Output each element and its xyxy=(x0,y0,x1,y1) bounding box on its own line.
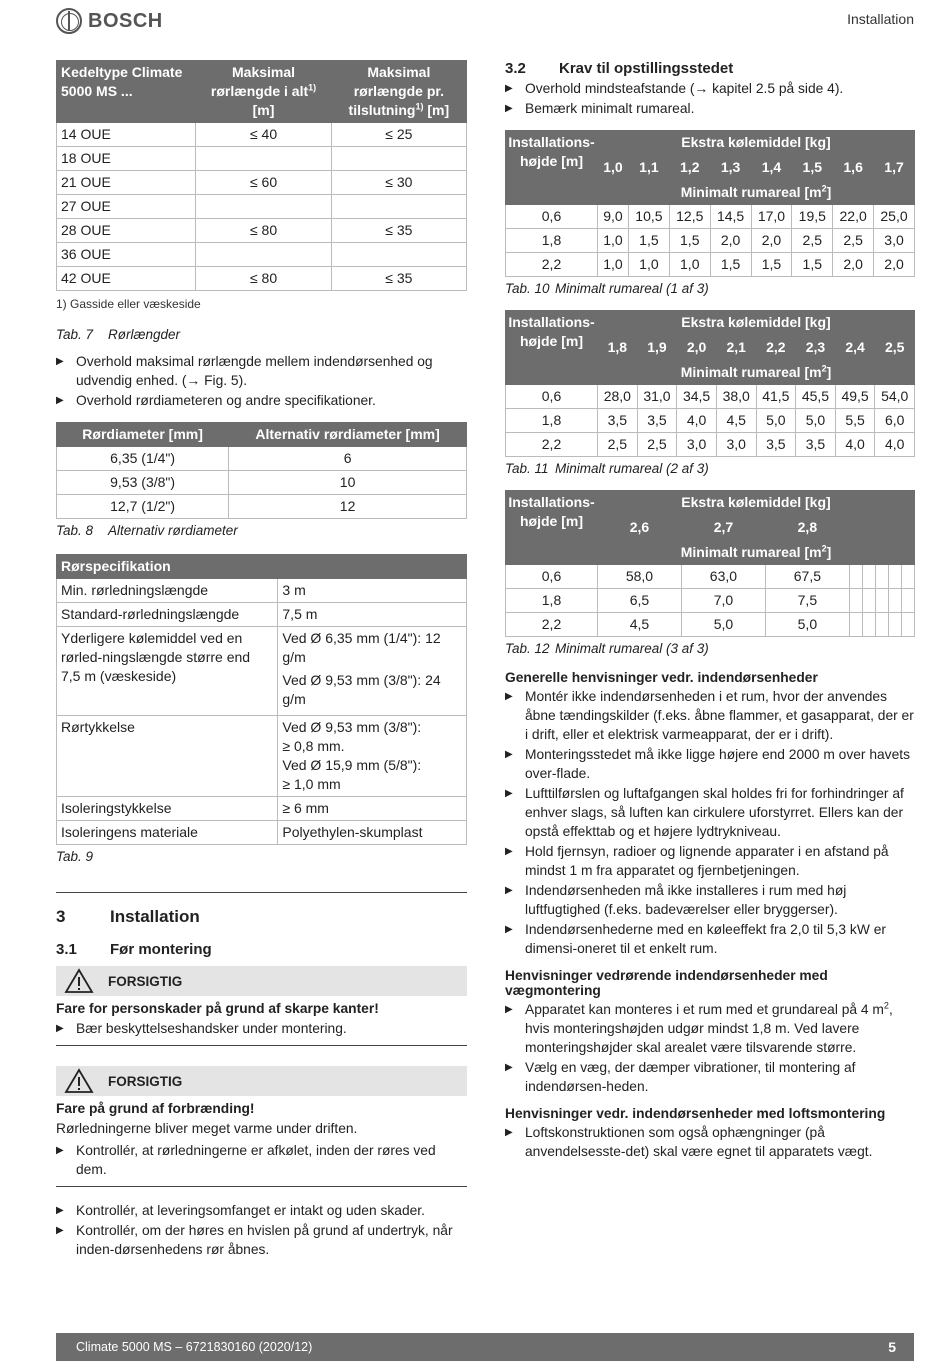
table-cell: 28,0 xyxy=(598,385,638,409)
table-cell: 10 xyxy=(229,471,467,495)
table-cell: 1,5 xyxy=(792,253,833,277)
table-cell xyxy=(901,589,914,613)
section-3-1-heading xyxy=(56,941,467,958)
warning-label: FORSIGTIG xyxy=(108,1073,183,1089)
table-cell: 14 OUE xyxy=(57,123,196,147)
table-cell: 21 OUE xyxy=(57,171,196,195)
table-cell: 3,0 xyxy=(677,433,717,457)
brand-name: BOSCH xyxy=(88,9,163,32)
table-cell xyxy=(196,243,331,267)
list-item: ▶ Kontrollér, at rørledningerne er afkølet, inden der røres ved dem. xyxy=(56,1141,467,1179)
warning-box-2 xyxy=(56,1066,467,1096)
list-item: ▶ Bemærk minimalt rumareal. xyxy=(505,99,915,118)
table-cell: 63,0 xyxy=(681,565,765,589)
table-cell: 1,8 xyxy=(506,589,598,613)
table-row xyxy=(506,613,915,637)
list-item: ▶ Monteringsstedet må ikke ligge højere end 2000 m over havets over-flade. xyxy=(505,745,915,783)
table-row xyxy=(57,716,467,797)
table-cell: 1,8 xyxy=(506,229,598,253)
section-3-2-heading xyxy=(505,60,915,77)
section-divider xyxy=(56,892,467,893)
left-column xyxy=(56,60,467,1260)
table-cell: ≤ 60 xyxy=(196,171,331,195)
wall-item-sup: 2 xyxy=(883,1000,889,1011)
table-cell: 3,5 xyxy=(756,433,796,457)
warning-label: FORSIGTIG xyxy=(108,973,183,989)
general-heading: Generelle henvisninger vedr. indendørsenheder xyxy=(505,670,818,685)
table-cell: Yderligere kølemiddel ved en rørled-ningslængde større end 7,5 m (væskeside) xyxy=(57,627,278,716)
caption-text: Minimalt rumareal (2 af 3) xyxy=(555,461,709,476)
list-item xyxy=(505,1000,915,1057)
row-label-header: Installations-højde [m] xyxy=(506,311,598,385)
warning-box-1 xyxy=(56,966,467,996)
tab8-alt-diameter xyxy=(56,422,467,519)
list-item: ▶ Lufttilførslen og luftafgangen skal holdes fri for forhindringer af enhver slags, så luften kan cirkulere uforstyrret. Ellers kan der opstå effekttab og et højere lydtrykniveau. xyxy=(505,784,915,841)
list-item: ▶ Indendørsenheden må ikke installeres i rum med høj luftfugtighed (f.eks. badeværelser eller bryggerser). xyxy=(505,881,915,919)
table-cell xyxy=(278,627,467,716)
table-cell xyxy=(875,613,888,637)
table-cell: 9,0 xyxy=(598,205,629,229)
table-cell: 12 xyxy=(229,495,467,519)
page-header xyxy=(56,6,914,36)
tab9-caption xyxy=(56,849,467,864)
table-cell: 2,2 xyxy=(506,433,598,457)
table-cell: 4,5 xyxy=(716,409,756,433)
table-cell: 6,35 (1/4") xyxy=(57,447,229,471)
section-header-title: Installation xyxy=(847,11,914,27)
table-cell xyxy=(862,565,875,589)
table-cell: ≤ 30 xyxy=(331,171,466,195)
tab8-header-alt: Alternativ rørdiameter [mm] xyxy=(229,423,467,447)
table-cell: 1,0 xyxy=(669,253,710,277)
col-header: 1,3 xyxy=(710,155,751,181)
table-cell: 45,5 xyxy=(796,385,836,409)
tab7-pipe-lengths xyxy=(56,60,467,291)
caption-number: Tab. 10 xyxy=(505,281,550,296)
table-row xyxy=(57,821,467,845)
col-header: 2,0 xyxy=(677,335,717,361)
room-table-caption-1 xyxy=(505,281,915,296)
table-cell: 2,2 xyxy=(506,613,598,637)
table-cell: ≤ 35 xyxy=(331,219,466,243)
col-header: 1,5 xyxy=(792,155,833,181)
section-number: 3 xyxy=(56,907,66,926)
list-item: ▶ Hold fjernsyn, radioer og lignende apparater i en afstand på mindst 1 m fra apparatet og fjernbetjeningen. xyxy=(505,842,915,880)
sub-header-close: ] xyxy=(826,364,832,380)
list-item: ▶ Kontrollér, om der høres en hvislen på grund af undertryk, når inden-dørsenhedens rør åbnes. xyxy=(56,1221,467,1259)
table-cell: 1,5 xyxy=(669,229,710,253)
table-cell: 2,0 xyxy=(874,253,915,277)
table-cell: 42 OUE xyxy=(57,267,196,291)
section-3-heading xyxy=(56,907,467,927)
col-header: 1,8 xyxy=(598,335,638,361)
list-item: ▶ Vælg en væg, der dæmper vibrationer, til montering af indendørsen-heden. xyxy=(505,1058,915,1096)
tab7-header-total-text: Maksimal rørlængde i alt xyxy=(210,64,309,99)
caption-number: Tab. 12 xyxy=(505,641,550,656)
caption-text: Rørlængder xyxy=(108,327,181,342)
table-row xyxy=(506,433,915,457)
tab7-sup: 1) xyxy=(308,82,317,93)
col-header xyxy=(875,515,888,541)
table-cell: ≤ 40 xyxy=(196,123,331,147)
table-row xyxy=(57,267,467,291)
wall-heading: Henvisninger vedrørende indendørsenheder med vægmontering xyxy=(505,968,828,998)
col-header xyxy=(862,515,875,541)
table-cell xyxy=(862,589,875,613)
section-title: Installation xyxy=(110,907,200,926)
top-header: Ekstra kølemiddel [kg] xyxy=(598,131,915,155)
table-cell: 67,5 xyxy=(765,565,849,589)
site-requirements-list xyxy=(505,79,915,118)
warning-triangle-icon xyxy=(64,968,94,994)
list-item: ▶ Overhold mindsteafstande (→ kapitel 2.5 på side 4). xyxy=(505,79,915,98)
table-cell: 17,0 xyxy=(751,205,792,229)
wall-item-text: Apparatet kan monteres i et rum med et grundareal på 4 m xyxy=(525,1002,884,1017)
table-cell: Polyethylen-skumplast xyxy=(278,821,467,845)
table-cell: 4,0 xyxy=(875,433,915,457)
table-row xyxy=(57,219,467,243)
table-cell: 2,5 xyxy=(637,433,677,457)
table-cell: 1,5 xyxy=(710,253,751,277)
tab8-caption xyxy=(56,523,467,538)
sub-header-close: ] xyxy=(826,544,832,560)
section-number: 3.2 xyxy=(505,60,526,77)
col-header: 1,6 xyxy=(833,155,874,181)
cell-line: Ved Ø 9,53 mm (3/8"): 24 g/m xyxy=(282,672,441,707)
table-cell xyxy=(901,565,914,589)
row-label-header: Installations-højde [m] xyxy=(506,131,598,205)
col-header xyxy=(849,515,862,541)
table-cell xyxy=(888,613,901,637)
table-cell xyxy=(331,243,466,267)
room-area-table-3 xyxy=(505,490,915,637)
table-cell: 22,0 xyxy=(833,205,874,229)
col-header: 2,4 xyxy=(835,335,875,361)
table-row xyxy=(57,797,467,821)
table-cell xyxy=(875,589,888,613)
list-item: ▶ Bær beskyttelseshandsker under montering. xyxy=(56,1019,467,1038)
caption-text: Minimalt rumareal (3 af 3) xyxy=(555,641,709,656)
top-header: Ekstra kølemiddel [kg] xyxy=(598,491,915,515)
col-header: 2,8 xyxy=(765,515,849,541)
table-cell: Standard-rørledningslængde xyxy=(57,603,278,627)
table-cell: 5,5 xyxy=(835,409,875,433)
table-cell: 3,5 xyxy=(637,409,677,433)
tab7-header-per xyxy=(331,61,466,123)
right-column xyxy=(505,60,915,1162)
table-cell xyxy=(331,195,466,219)
table-cell xyxy=(196,147,331,171)
section-title: Krav til opstillingsstedet xyxy=(559,60,734,77)
table-row xyxy=(57,627,467,716)
col-header: 1,0 xyxy=(598,155,629,181)
room-table-caption-2 xyxy=(505,461,915,476)
table-cell: 5,0 xyxy=(756,409,796,433)
table-row xyxy=(57,195,467,219)
caption-number: Tab. 8 xyxy=(56,523,94,538)
cell-line: ≥ 1,0 mm xyxy=(282,776,341,792)
table-cell: 7,0 xyxy=(681,589,765,613)
table-cell: 2,5 xyxy=(792,229,833,253)
bosch-logo xyxy=(56,8,163,34)
general-list xyxy=(505,687,915,958)
room-area-table-2 xyxy=(505,310,915,457)
list-item: ▶ Indendørsenhederne med en køleeffekt fra 2,0 til 5,3 kW er dimensi-oneret til et enkelt rum. xyxy=(505,920,915,958)
table-cell: 5,0 xyxy=(796,409,836,433)
sub-header-sup: 2 xyxy=(821,363,827,374)
table-cell: 0,6 xyxy=(506,205,598,229)
sub-header-text: Minimalt rumareal [m xyxy=(680,364,822,380)
col-header: 1,2 xyxy=(669,155,710,181)
caption-number: Tab. 7 xyxy=(56,327,94,342)
warning-1-content xyxy=(56,1001,467,1046)
table-cell: 3,5 xyxy=(796,433,836,457)
table-cell xyxy=(901,613,914,637)
table-cell xyxy=(862,613,875,637)
tab7-footnote: 1) Gasside eller væskeside xyxy=(56,297,201,311)
tab9-pipe-spec xyxy=(56,554,467,845)
table-cell: 36 OUE xyxy=(57,243,196,267)
list-item: ▶ Montér ikke indendørsenheden i et rum, hvor der anvendes åbne tændingskilder (f.eks. åbne flammer, et gasapparat, der er i drift, eller et elektrisk varmeapparat, der er i drift). xyxy=(505,687,915,744)
wall-item-text: , hvis monteringshøjden udgør mindst 1,8 m. Ved lavere monteringshøjder skal arealet være tilsvarende større. xyxy=(525,1002,893,1055)
table-cell: 18 OUE xyxy=(57,147,196,171)
table-cell: 4,0 xyxy=(677,409,717,433)
sub-header xyxy=(598,361,915,385)
tab7-sup: 1) xyxy=(415,101,424,112)
ceiling-heading: Henvisninger vedr. indendørsenheder med loftsmontering xyxy=(505,1106,886,1121)
page-footer xyxy=(56,1333,914,1361)
table-cell xyxy=(888,565,901,589)
tab9-header: Rørspecifikation xyxy=(57,555,467,579)
table-cell: 2,2 xyxy=(506,253,598,277)
table-cell xyxy=(888,589,901,613)
cell-line: Ved Ø 9,53 mm (3/8"): xyxy=(282,719,422,735)
col-header xyxy=(901,515,914,541)
table-cell: 1,8 xyxy=(506,409,598,433)
table-cell: 4,0 xyxy=(835,433,875,457)
table-cell xyxy=(849,589,862,613)
list-item: ▶ Loftskonstruktionen som også ophængninger (på anvendelsesste-det) skal være egnet til apparatets vægt. xyxy=(505,1123,915,1161)
table-row xyxy=(506,253,915,277)
ceiling-list xyxy=(505,1123,915,1161)
table-row xyxy=(57,123,467,147)
col-header: 1,1 xyxy=(628,155,669,181)
col-header xyxy=(888,515,901,541)
table-cell: Rørtykkelse xyxy=(57,716,278,797)
col-header: 1,4 xyxy=(751,155,792,181)
warning-2-content xyxy=(56,1101,467,1187)
sub-header-sup: 2 xyxy=(821,543,827,554)
section-title: Før montering xyxy=(110,941,212,958)
table-row xyxy=(506,409,915,433)
table-row xyxy=(57,471,467,495)
table-cell: 12,5 xyxy=(669,205,710,229)
table-cell: 4,5 xyxy=(598,613,682,637)
table-cell: 14,5 xyxy=(710,205,751,229)
col-header: 2,7 xyxy=(681,515,765,541)
table-row xyxy=(506,205,915,229)
room-table-caption-3 xyxy=(505,641,915,656)
table-cell: 6,5 xyxy=(598,589,682,613)
tab7-header-type: Kedeltype Climate 5000 MS ... xyxy=(57,61,196,123)
table-cell: 10,5 xyxy=(628,205,669,229)
table-row xyxy=(57,243,467,267)
table-cell: 58,0 xyxy=(598,565,682,589)
table-cell: 5,0 xyxy=(681,613,765,637)
table-cell: Isoleringstykkelse xyxy=(57,797,278,821)
table-cell: 41,5 xyxy=(756,385,796,409)
col-header: 2,1 xyxy=(716,335,756,361)
table-cell: 6 xyxy=(229,447,467,471)
table-cell xyxy=(278,716,467,797)
table-row xyxy=(57,171,467,195)
warning-1-list xyxy=(56,1019,467,1038)
col-header: 2,6 xyxy=(598,515,682,541)
top-header: Ekstra kølemiddel [kg] xyxy=(598,311,915,335)
sub-header xyxy=(598,181,915,205)
sub-header-sup: 2 xyxy=(821,183,827,194)
col-header: 1,7 xyxy=(874,155,915,181)
table-cell: 9,53 (3/8") xyxy=(57,471,229,495)
table-cell: ≤ 35 xyxy=(331,267,466,291)
warning-2-list xyxy=(56,1141,467,1179)
table-cell: 1,0 xyxy=(628,253,669,277)
caption-number: Tab. 11 xyxy=(505,461,549,476)
table-cell: ≤ 80 xyxy=(196,219,331,243)
table-cell: 7,5 xyxy=(765,589,849,613)
col-header: 2,5 xyxy=(875,335,915,361)
table-row xyxy=(57,147,467,171)
table-cell: 2,0 xyxy=(751,229,792,253)
room-area-tables xyxy=(505,130,915,656)
caption-number: Tab. 9 xyxy=(56,849,94,864)
room-area-table-1 xyxy=(505,130,915,277)
tab7-caption xyxy=(56,327,467,342)
warning-title: Fare på grund af forbrænding! xyxy=(56,1101,255,1116)
table-cell: 1,5 xyxy=(751,253,792,277)
table-row xyxy=(506,589,915,613)
sub-header xyxy=(598,541,915,565)
table-cell: 3,0 xyxy=(716,433,756,457)
cell-line: ≥ 0,8 mm. xyxy=(282,738,345,754)
sub-header-text: Minimalt rumareal [m xyxy=(680,184,822,200)
table-cell: 3 m xyxy=(278,579,467,603)
table-row xyxy=(57,579,467,603)
warning-triangle-icon xyxy=(64,1068,94,1094)
check-list xyxy=(56,1201,467,1259)
tab7-header-total-unit: [m] xyxy=(252,102,275,118)
table-cell: 49,5 xyxy=(835,385,875,409)
table-cell: 1,0 xyxy=(598,229,629,253)
list-item: ▶ Overhold rørdiameteren og andre specifikationer. xyxy=(56,391,467,410)
table-cell: 1,0 xyxy=(598,253,629,277)
table-cell: 3,0 xyxy=(874,229,915,253)
table-cell: 2,5 xyxy=(598,433,638,457)
footer-doc-id: Climate 5000 MS – 6721830160 (2020/12) xyxy=(76,1340,313,1354)
table-cell: 3,5 xyxy=(598,409,638,433)
table-row xyxy=(506,385,915,409)
table-cell: Isoleringens materiale xyxy=(57,821,278,845)
table-cell: 28 OUE xyxy=(57,219,196,243)
table-cell: 31,0 xyxy=(637,385,677,409)
table-cell: 2,5 xyxy=(833,229,874,253)
page-number: 5 xyxy=(888,1339,896,1355)
bosch-armature-icon xyxy=(56,8,82,34)
caption-text: Minimalt rumareal (1 af 3) xyxy=(555,281,709,296)
table-cell: 38,0 xyxy=(716,385,756,409)
table-cell: 34,5 xyxy=(677,385,717,409)
section-number: 3.1 xyxy=(56,941,77,958)
tab7-header-per-text: Maksimal rørlængde pr. tilslutning xyxy=(348,64,444,118)
table-cell: 2,0 xyxy=(710,229,751,253)
table-cell: ≥ 6 mm xyxy=(278,797,467,821)
table-cell: 0,6 xyxy=(506,385,598,409)
tab7-header-total xyxy=(196,61,331,123)
table-cell: ≤ 25 xyxy=(331,123,466,147)
tab8-header-diameter: Rørdiameter [mm] xyxy=(57,423,229,447)
table-row xyxy=(506,565,915,589)
list-item: ▶ Overhold maksimal rørlængde mellem indendørsenhed og udvendig enhed. (→ Fig. 5). xyxy=(56,352,467,390)
cell-line: Ved Ø 6,35 mm (1/4"): 12 g/m xyxy=(282,630,441,665)
table-cell: Min. rørledningslængde xyxy=(57,579,278,603)
pipe-instructions-list xyxy=(56,352,467,410)
sub-header-text: Minimalt rumareal [m xyxy=(680,544,822,560)
table-cell xyxy=(196,195,331,219)
sub-header-close: ] xyxy=(826,184,832,200)
table-cell: 12,7 (1/2") xyxy=(57,495,229,519)
table-row xyxy=(506,229,915,253)
table-cell: 1,5 xyxy=(628,229,669,253)
col-header: 1,9 xyxy=(637,335,677,361)
tab7-header-per-unit: [m] xyxy=(427,102,450,118)
caption-text: Alternativ rørdiameter xyxy=(108,523,238,538)
table-cell xyxy=(875,565,888,589)
table-row xyxy=(57,447,467,471)
table-row xyxy=(57,603,467,627)
table-cell xyxy=(331,147,466,171)
table-cell: ≤ 80 xyxy=(196,267,331,291)
table-cell: 25,0 xyxy=(874,205,915,229)
table-cell xyxy=(849,613,862,637)
table-row xyxy=(57,495,467,519)
table-cell: 6,0 xyxy=(875,409,915,433)
cell-line: Ved Ø 15,9 mm (5/8"): xyxy=(282,757,422,773)
table-cell: 7,5 m xyxy=(278,603,467,627)
table-cell: 54,0 xyxy=(875,385,915,409)
table-cell: 2,0 xyxy=(833,253,874,277)
table-cell: 5,0 xyxy=(765,613,849,637)
row-label-header: Installations-højde [m] xyxy=(506,491,598,565)
table-cell xyxy=(849,565,862,589)
col-header: 2,2 xyxy=(756,335,796,361)
table-cell: 0,6 xyxy=(506,565,598,589)
table-cell: 19,5 xyxy=(792,205,833,229)
col-header: 2,3 xyxy=(796,335,836,361)
list-item: ▶ Kontrollér, at leveringsomfanget er intakt og uden skader. xyxy=(56,1201,467,1220)
warning-body: Rørledningerne bliver meget varme under driften. xyxy=(56,1121,358,1136)
wall-list xyxy=(505,1000,915,1096)
warning-title: Fare for personskader på grund af skarpe kanter! xyxy=(56,1001,379,1016)
table-cell: 27 OUE xyxy=(57,195,196,219)
